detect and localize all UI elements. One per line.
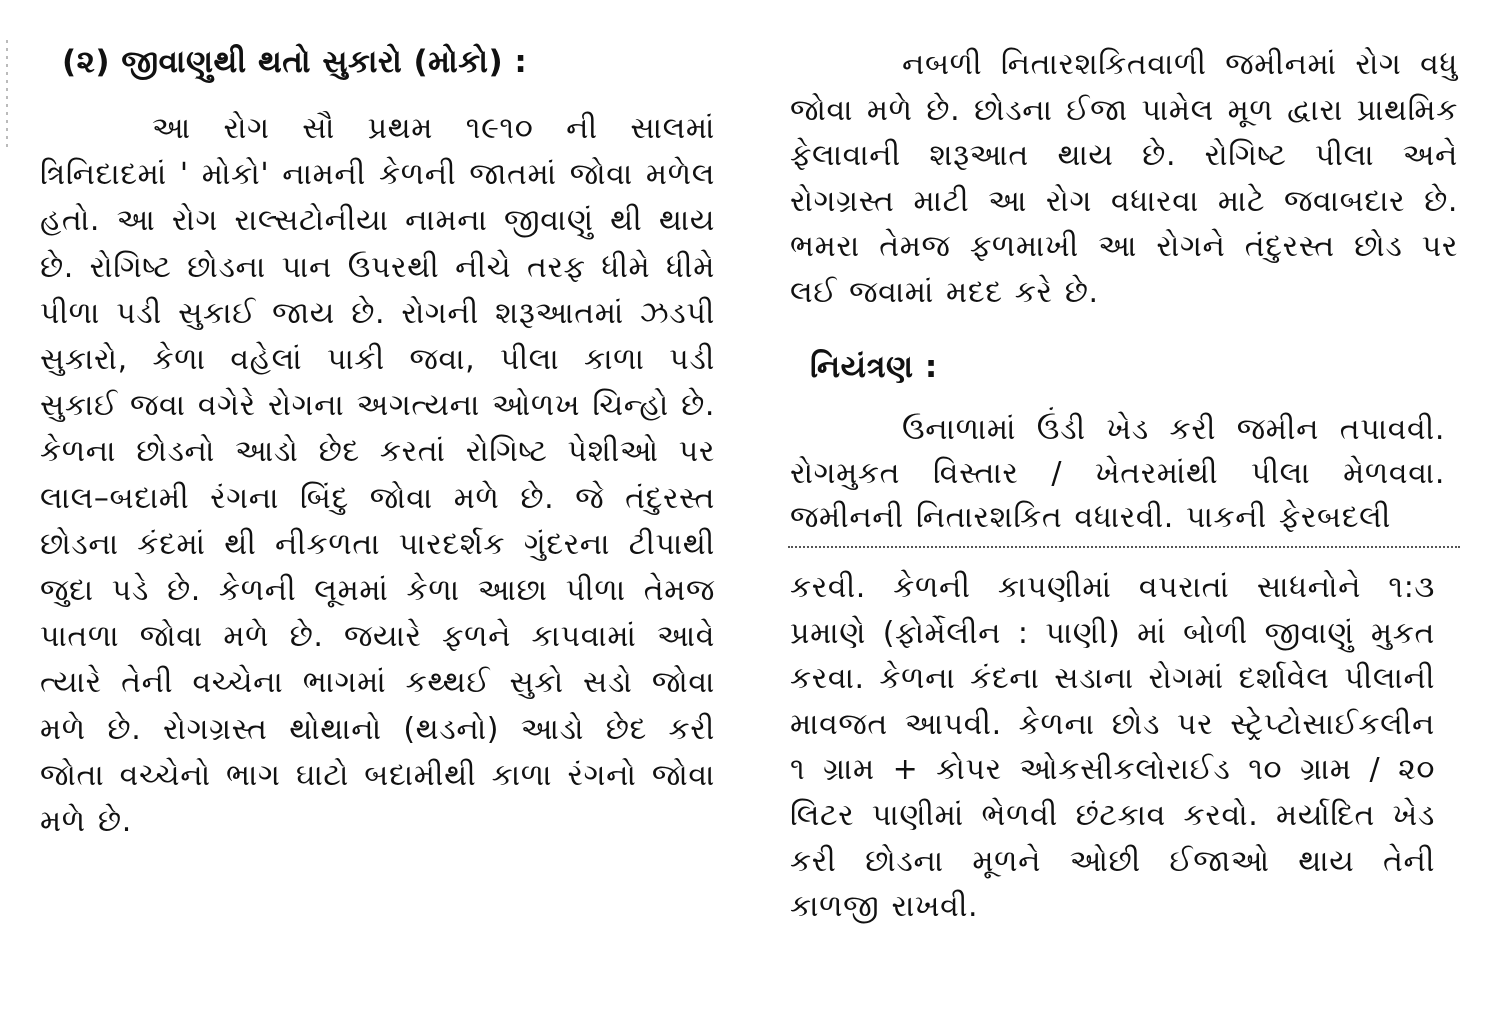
scan-edge-mark [6,40,8,150]
dotted-divider [788,546,1460,548]
control-paragraph-part-2: કરવી. કેળની કાપણીમાં વપરાતાં સાધનોને ૧:૩ પ્રમાણે (ફોર્મેલીન : પાણી) માં બોળી જીવાણું મુકત કરવા. કેળના કંદના સડાના રોગમાં દર્શાવેલ પીલાની માવજત આપવી. કેળના છોડ પર સ્ટ્રેપ્ટોસાઈકલીન ૧ ગ્રામ + કોપર ઓકસીકલોરાઈડ ૧૦ ગ્રામ / ૨૦ લિટર પાણીમાં ભેળવી છંટકાવ કરવો. મર્યાદિત ખેડ કરી છોડના મૂળને ઓછી ઈજાઓ થાય તેની કાળજી રાખવી. [790,570,1435,925]
control-paragraph-part-1: ઉનાળામાં ઉંડી ખેડ કરી જમીન તપાવવી. રોગમુકત વિસ્તાર / ખેતરમાંથી પીલા મેળવવા. જમીનની નિતારશકિત વધારવી. પાકની ફેરબદલી [790,412,1445,535]
bacterial-wilt-paragraph: આ રોગ સૌ પ્રથમ ૧૯૧૦ ની સાલમાં ત્રિનિદાદમાં ' મોકો' નામની કેળની જાતમાં જોવા મળેલ હતો. આ રોગ રાલ્સટોનીયા નામના જીવાણું થી થાય છે. રોગિષ્ટ છોડના પાન ઉપરથી નીચે તરફ ધીમે ધીમે પીળા પડી સુકાઈ જાય છે. રોગની શરૂઆતમાં ઝડપી સુકારો, કેળા વહેલાં પાકી જવા, પીલા કાળા પડી સુકાઈ જવા વગેરે રોગના અગત્યના ઓળખ ચિન્હો છે. કેળના છોડનો આડો છેદ કરતાં રોગિષ્ટ પેશીઓ પર લાલ–બદામી રંગના બિંદુ જોવા મળે છે. જે તંદુરસ્ત છોડના કંદમાં થી નીકળતા પારદર્શક ગુંદરના ટીપાથી જુદા પડે છે. કેળની લૂમમાં કેળા આછા પીળા તેમજ પાતળા જોવા મળે છે. જયારે ફળને કાપવામાં આવે ત્યારે તેની વચ્ચેના ભાગમાં કથ્થઈ સુકો સડો જોવા મળે છે. રોગગ્રસ્ત થોથાનો (થડનો) આડો છેદ કરી જોતા વચ્ચેનો ભાગ ઘાટો બદામીથી કાળા રંગનો જોવા મળે છે. [40,111,715,840]
control-heading: નિયંત્રણ : [810,349,938,385]
spread-paragraph: નબળી નિતારશકિતવાળી જમીનમાં રોગ વધુ જોવા મળે છે. છોડના ઈજા પામેલ મૂળ દ્વારા પ્રાથમિક ફેલાવાની શરૂઆત થાય છે. રોગિષ્ટ પીલા અને રોગગ્રસ્ત માટી આ રોગ વધારવા માટે જવાબદાર છે. ભમરા તેમજ ફળમાખી આ રોગને તંદુરસ્ત છોડ પર લઈ જવામાં મદદ કરે છે. [790,47,1458,310]
section-heading-bacterial-wilt: (૨) જીવાણુથી થતો સુકારો (મોકો) : [62,44,528,80]
